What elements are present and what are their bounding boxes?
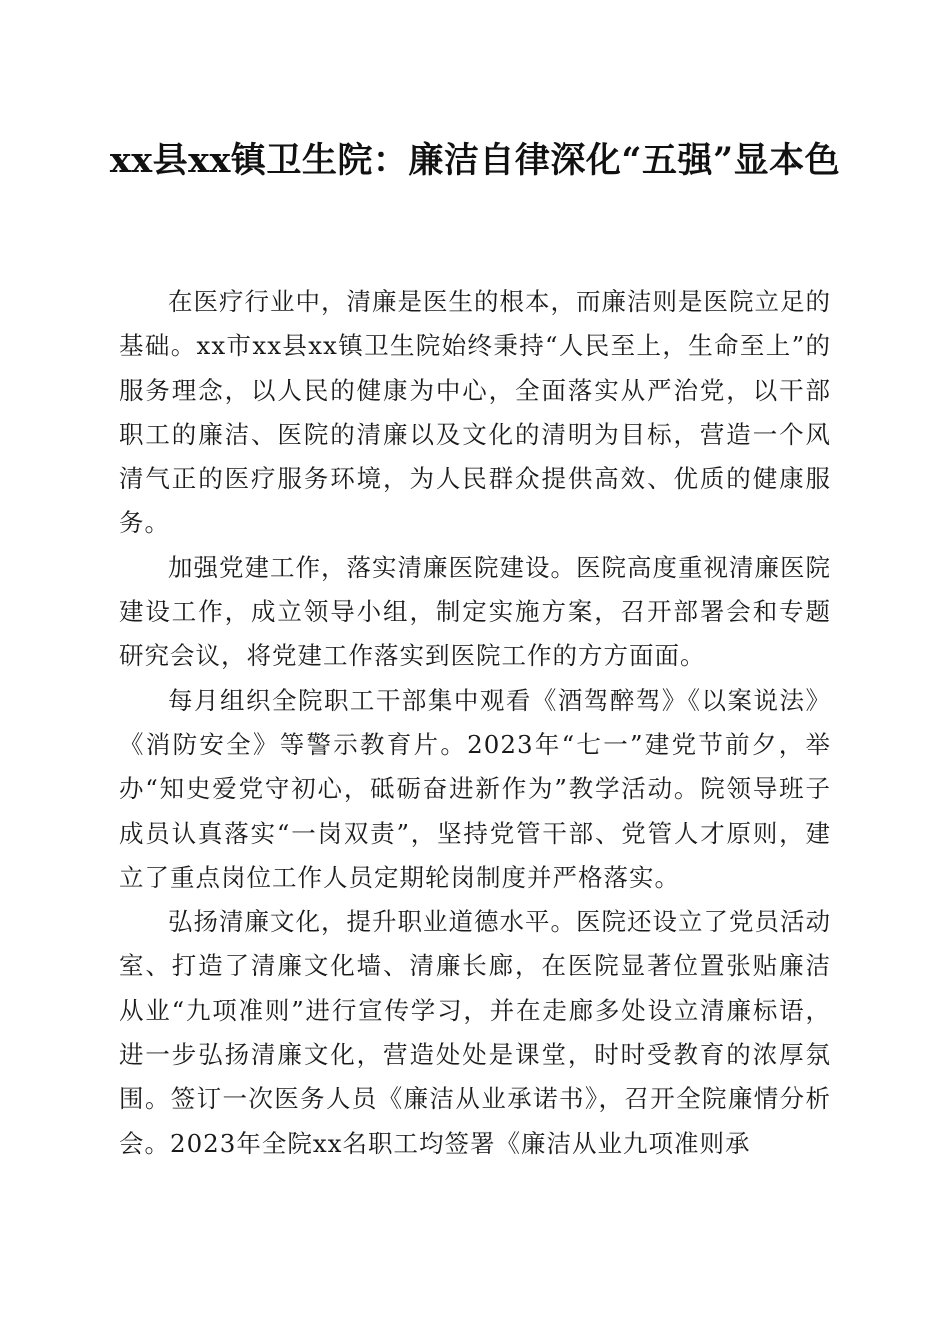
- document-title: xx县xx镇卫生院：廉洁自律深化“五强”显本色: [109, 140, 841, 181]
- document-body: [119, 280, 831, 1166]
- paragraph: 在医疗行业中，清廉是医生的根本，而廉洁则是医院立足的基础。xx市xx县xx镇卫生院始终秉持“人民至上，生命至上”的服务理念，以人民的健康为中心，全面落实从严治党，以干部职工的廉洁、医院的清廉以及文化的清明为目标，营造一个风清气正的医疗服务环境，为人民群众提供高效、优质的健康服务。: [119, 287, 831, 538]
- paragraph: 每月组织全院职工干部集中观看《酒驾醉驾》《以案说法》《消防安全》等警示教育片。2023年“七一”建党节前夕，举办“知史爱党守初心，砥砺奋进新作为”教学活动。院领导班子成员认真落实“一岗双责”，坚持党管干部、党管人才原则，建立了重点岗位工作人员定期轮岗制度并严格落实。: [119, 685, 831, 892]
- paragraph: 加强党建工作，落实清廉医院建设。医院高度重视清廉医院建设工作，成立领导小组，制定实施方案，召开部署会和专题研究会议，将党建工作落实到医院工作的方方面面。: [119, 552, 831, 671]
- paragraph: 弘扬清廉文化，提升职业道德水平。医院还设立了党员活动室、打造了清廉文化墙、清廉长廊，在医院显著位置张贴廉洁从业“九项准则”进行宣传学习，并在走廊多处设立清廉标语，进一步弘扬清廉文化，营造处处是课堂，时时受教育的浓厚氛围。签订一次医务人员《廉洁从业承诺书》，召开全院廉情分析会。2023年全院xx名职工均签署《廉洁从业九项准则承: [119, 907, 831, 1158]
